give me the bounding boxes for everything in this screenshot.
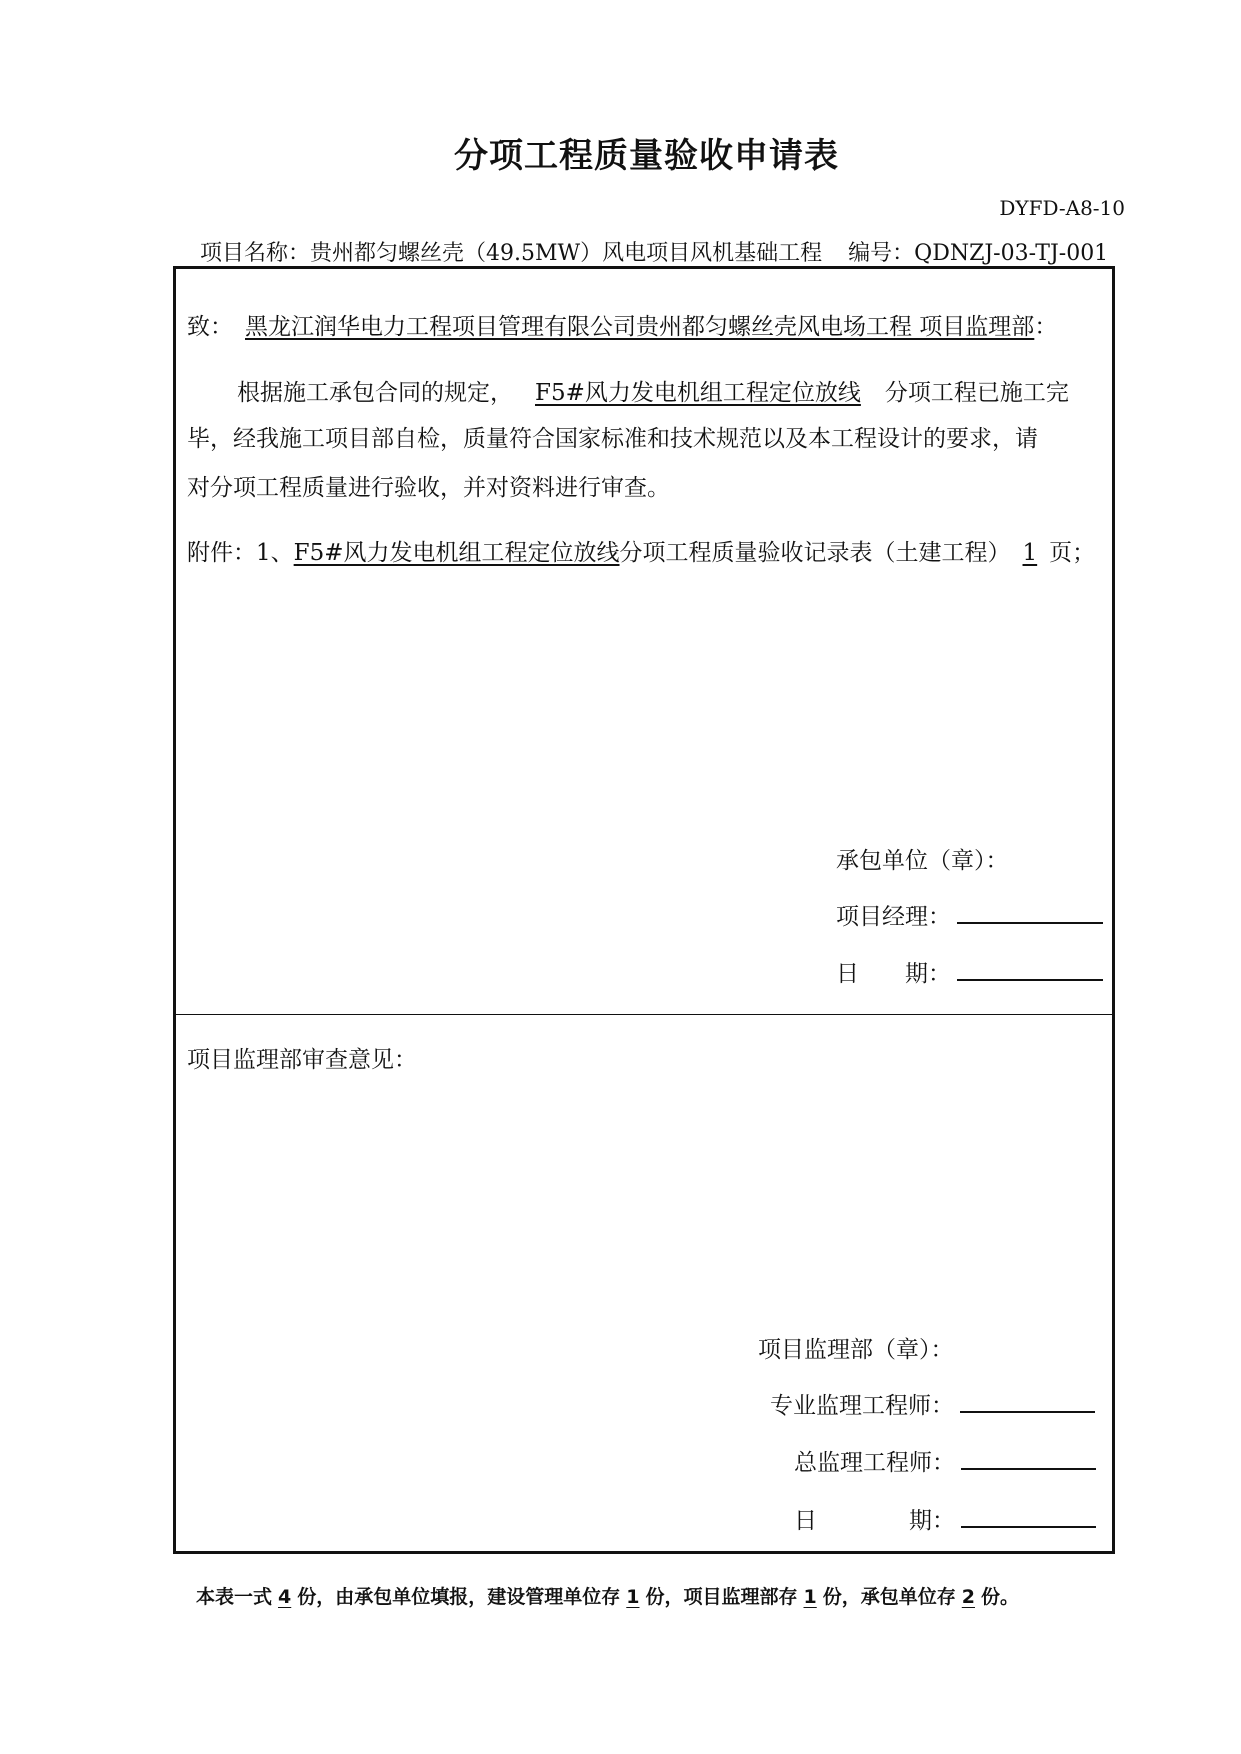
page-title: 分项工程质量验收申请表 <box>454 136 839 176</box>
supervisor-date-blank <box>961 1525 1096 1528</box>
copies-total: 4 <box>278 1586 292 1608</box>
paragraph-line-3: 对分项工程质量进行验收，并对资料进行审查。 <box>187 475 670 501</box>
supervisor-date-row <box>794 1502 1096 1535</box>
to-recipient: 黑龙江润华电力工程项目管理有限公司贵州都匀螺丝壳风电场工程 项目监理部 <box>245 314 1035 340</box>
footer-p1: 本表一式 <box>196 1586 273 1608</box>
form-code: DYFD-A8-10 <box>999 196 1125 220</box>
copies-supervisor: 1 <box>803 1586 817 1608</box>
supervisor-seal-label: 项目监理部（章）： <box>758 1337 954 1363</box>
engineer-row <box>770 1387 1095 1420</box>
to-label: 致： <box>187 314 233 340</box>
subproject-name: F5#风力发电机组工程定位放线 <box>535 380 861 406</box>
para-text-b: 分项工程已施工完 <box>884 380 1069 406</box>
footer-p2: 份，由承包单位填报，建设管理单位存 <box>297 1586 621 1608</box>
footer-p3: 份，项目监理部存 <box>645 1586 798 1608</box>
engineer-blank <box>960 1410 1095 1413</box>
attachment-line <box>187 534 1095 567</box>
attachment-pages: 1 <box>1022 540 1038 566</box>
copies-contractor: 2 <box>961 1586 975 1608</box>
attachment-item: F5#风力发电机组工程定位放线 <box>293 540 620 566</box>
project-line <box>200 236 1108 267</box>
project-manager-label: 项目经理： <box>836 904 951 930</box>
chief-engineer-blank <box>961 1467 1096 1470</box>
footer-p5: 份。 <box>981 1586 1020 1608</box>
supervisor-date-label: 日 期： <box>794 1508 955 1534</box>
project-name: 贵州都匀螺丝壳（49.5MW）风电项目风机基础工程 <box>310 241 823 266</box>
footer-p4: 份，承包单位存 <box>822 1586 956 1608</box>
paragraph-line-1 <box>237 374 1069 407</box>
to-end: ： <box>1034 314 1058 340</box>
paragraph-line-2: 毕，经我施工项目部自检，质量符合国家标准和技术规范以及本工程设计的要求，请 <box>187 426 1038 452</box>
project-number-label: 编号： <box>848 241 915 266</box>
contractor-seal-label: 承包单位（章）： <box>836 848 1009 874</box>
project-number: QDNZJ-03-TJ-001 <box>914 241 1109 266</box>
contractor-date-row <box>836 955 1103 988</box>
supervisor-opinion-label: 项目监理部审查意见： <box>187 1047 417 1073</box>
attachment-label: 附件：1、 <box>187 540 294 566</box>
attachment-text: 分项工程质量验收记录表（土建工程） <box>619 540 1011 566</box>
chief-engineer-label: 总监理工程师： <box>794 1450 955 1476</box>
copies-owner: 1 <box>626 1586 640 1608</box>
footer-note <box>196 1582 1019 1609</box>
project-manager-blank <box>957 921 1103 924</box>
to-line <box>187 308 1057 341</box>
para-text-a: 根据施工承包合同的规定， <box>237 380 513 406</box>
contractor-date-label: 日 期： <box>836 961 951 987</box>
contractor-date-blank <box>957 978 1103 981</box>
project-manager-row <box>836 898 1103 931</box>
engineer-label: 专业监理工程师： <box>770 1393 954 1419</box>
project-name-label: 项目名称： <box>200 241 311 266</box>
section-divider <box>176 1014 1112 1015</box>
chief-engineer-row <box>794 1444 1096 1477</box>
attachment-unit: 页； <box>1049 540 1096 566</box>
